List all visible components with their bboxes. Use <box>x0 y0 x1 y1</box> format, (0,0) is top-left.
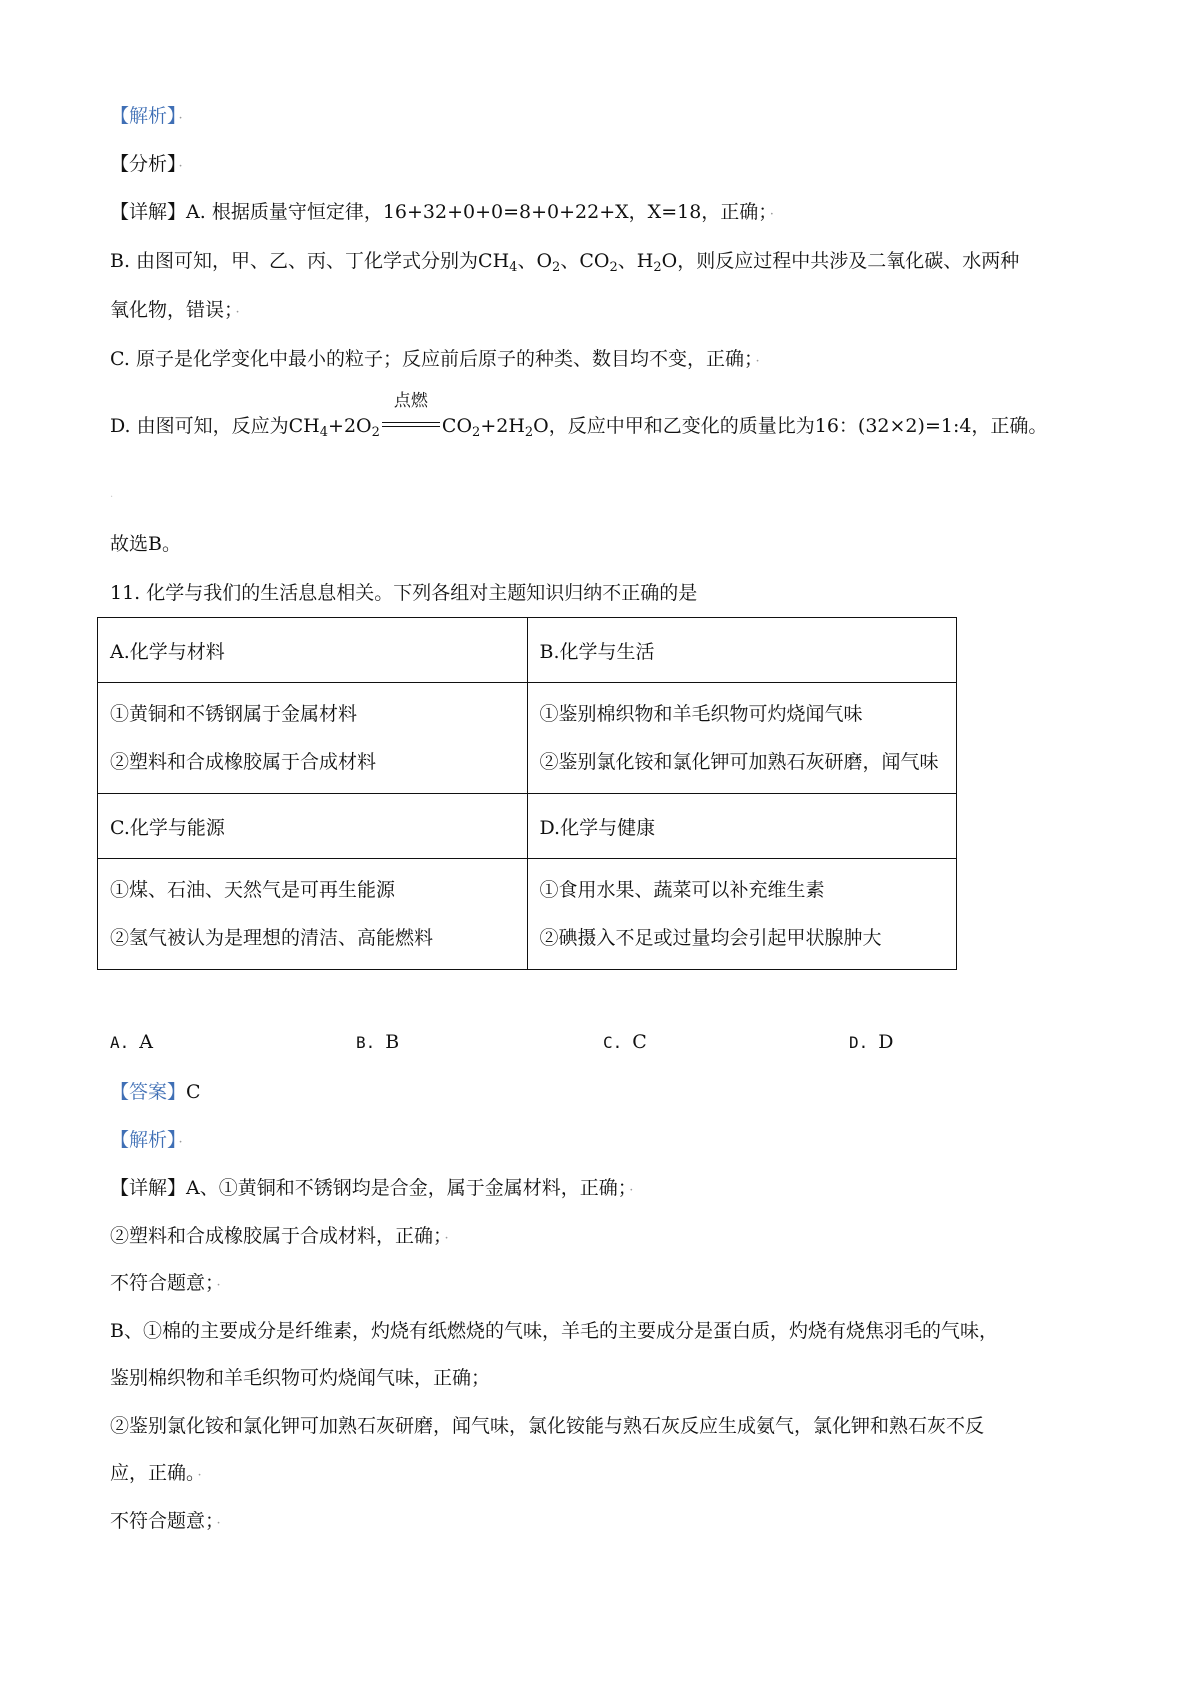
answer-line: 【答案】C <box>110 1081 201 1103</box>
analysis-heading: 【解析】 · <box>110 105 183 127</box>
table-cell-c-body: ①煤、石油、天然气是可再生能源 ②氢气被认为是理想的清洁、高能燃料 <box>98 859 528 970</box>
table-cell-c-head: C.化学与能源 <box>98 794 528 859</box>
conclusion: 故选B。 <box>110 533 181 555</box>
question-11-table <box>97 617 957 970</box>
detail2-b2: 鉴别棉织物和羊毛织物可灼烧闻气味，正确； <box>110 1367 491 1389</box>
option-a[interactable]: A. A <box>110 1031 153 1053</box>
detail2-a3: 不符合题意； · <box>110 1272 221 1294</box>
detail2-b3: ②鉴别氯化铵和氯化钾可加熟石灰研磨，闻气味，氯化铵能与熟石灰反应生成氨气，氯化钾和熟石灰不反 <box>110 1415 985 1437</box>
reaction-equation: $CH_4+2O_2$ 点燃 $CO_2+2H_2O$ <box>288 391 549 440</box>
table-cell-d-body: ①食用水果、蔬菜可以补充维生素 ②碘摄入不足或过量均会引起甲状腺肿大 <box>527 859 957 970</box>
detail-a: 【详解】A. 根据质量守恒定律，16+32+0+0=8+0+22+X，X=18，正确； · <box>110 201 774 223</box>
table-cell-b-body: ①鉴别棉织物和羊毛织物可灼烧闻气味 ②鉴别氯化铵和氯化钾可加熟石灰研磨，闻气味 <box>527 683 957 794</box>
detail2-a2: ②塑料和合成橡胶属于合成材料，正确； · <box>110 1225 449 1247</box>
table-cell-b-head: B.化学与生活 <box>527 618 957 683</box>
question-11-stem: 11. 化学与我们的生活息息相关。下列各组对主题知识归纳不正确的是 <box>110 582 698 604</box>
detail-b-line1: B. 由图可知，甲、乙、丙、丁化学式分别为$CH_4$、$O_2$、$CO_2$、$H_2O$，则反应过程中共涉及二氧化碳、水两种 <box>110 250 1020 275</box>
detail-c: C. 原子是化学变化中最小的粒子；反应前后原子的种类、数目均不变，正确； · <box>110 348 760 370</box>
detail-d: D. 由图可知，反应为$CH_4+2O_2$ 点燃 $CO_2+2H_2O$，反应中甲和乙变化的质量比为16：(32×2)=1:4，正确。 <box>110 391 1048 440</box>
stray-mark: · <box>110 492 114 503</box>
analysis2-heading: 【解析】 · <box>110 1129 183 1151</box>
detail2-b5: 不符合题意； · <box>110 1510 221 1532</box>
table-cell-a-body: ①黄铜和不锈钢属于金属材料 ②塑料和合成橡胶属于合成材料 <box>98 683 528 794</box>
option-c[interactable]: C. C <box>603 1031 647 1053</box>
table-cell-d-head: D.化学与健康 <box>527 794 957 859</box>
reaction-condition: 点燃 <box>382 413 440 439</box>
detail2-b1: B、①棉的主要成分是纤维素，灼烧有纸燃烧的气味，羊毛的主要成分是蛋白质，灼烧有烧焦羽毛的气味， <box>110 1320 998 1342</box>
detail-b-line2: 氧化物，错误； · <box>110 299 240 321</box>
detail2-a1: 【详解】A、①黄铜和不锈钢均是合金，属于金属材料，正确； · <box>110 1177 634 1199</box>
analysis-subheading: 【分析】 · <box>110 153 183 175</box>
option-b[interactable]: B. B <box>356 1031 400 1053</box>
detail2-b4: 应，正确。 · <box>110 1462 202 1484</box>
table-cell-a-head: A.化学与材料 <box>98 618 528 683</box>
option-d[interactable]: D. D <box>849 1031 894 1053</box>
